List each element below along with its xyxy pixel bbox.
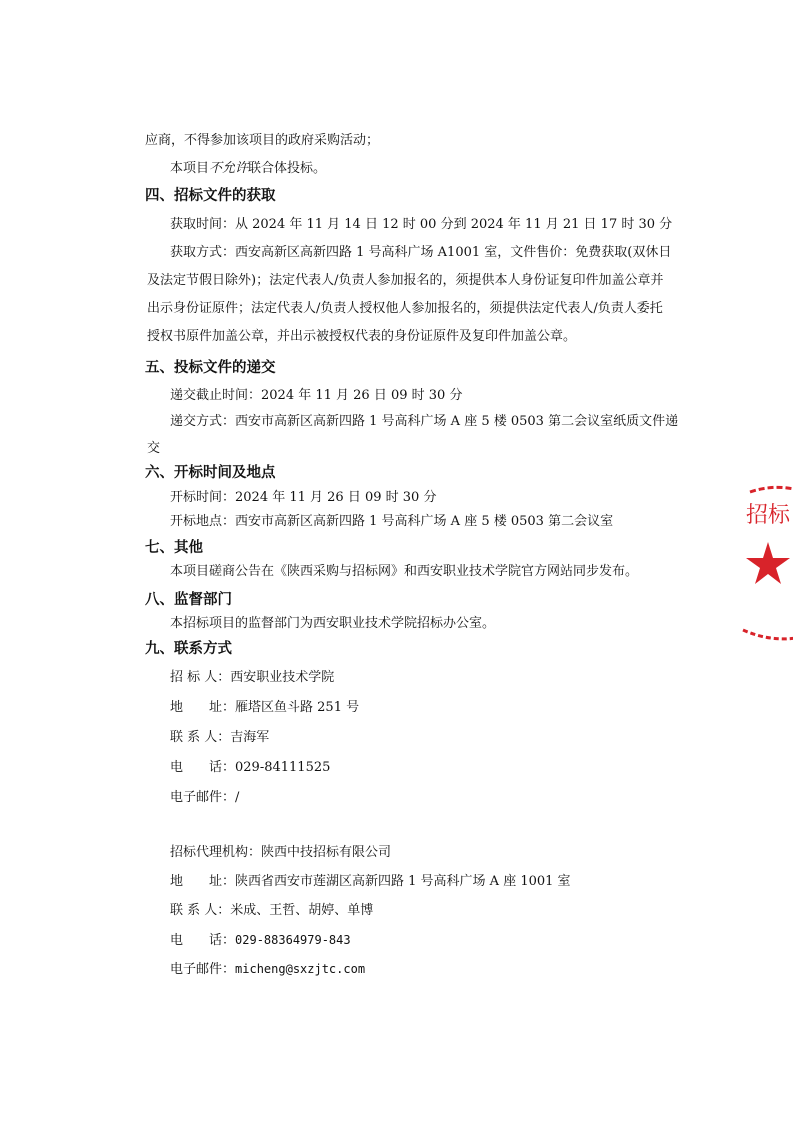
intro-line-2-suffix: 联合体投标。 xyxy=(248,161,327,176)
agency-email-label: 电子邮件： xyxy=(170,962,236,977)
section-4-way-line-3: 出示身份证原件；法定代表人/负责人授权他人参加报名的，须提供法定代表人/负责人委托 xyxy=(147,301,663,316)
seal-lettering: 招标 xyxy=(746,503,791,528)
tenderer-address-label: 地 址： xyxy=(170,700,236,715)
section-6-place: 开标地点：西安市高新区高新四路 1 号高科广场 A 座 5 楼 0503 第二会议室 xyxy=(170,514,614,529)
seal-star-icon xyxy=(746,542,790,584)
agency-address-label: 地 址： xyxy=(170,874,236,889)
section-8-text: 本招标项目的监督部门为西安职业技术学院招标办公室。 xyxy=(170,616,496,631)
tenderer-phone-value: 029-84111525 xyxy=(235,760,331,775)
section-7-text: 本项目磋商公告在《陕西采购与招标网》和西安职业技术学院官方网站同步发布。 xyxy=(170,564,639,579)
intro-line-2 xyxy=(170,161,326,177)
tenderer-phone-row xyxy=(170,760,330,776)
tenderer-name-value: 西安职业技术学院 xyxy=(230,670,335,685)
section-5-way-line-1: 递交方式：西安市高新区高新四路 1 号高科广场 A 座 5 楼 0503 第二会议室纸质文件递 xyxy=(170,414,679,429)
section-5-deadline: 递交截止时间：2024 年 11 月 26 日 09 时 30 分 xyxy=(170,388,463,403)
section-9-heading: 九、联系方式 xyxy=(145,641,232,657)
agency-phone-row xyxy=(170,932,351,949)
section-6-time: 开标时间：2024 年 11 月 26 日 09 时 30 分 xyxy=(170,490,437,505)
agency-address-value: 陕西省西安市莲湖区高新四路 1 号高科广场 A 座 1001 室 xyxy=(235,874,571,889)
section-8-heading: 八、监督部门 xyxy=(145,592,232,608)
agency-phone-label: 电 话： xyxy=(170,933,236,948)
tenderer-email-row xyxy=(170,790,239,806)
tenderer-email-label: 电子邮件： xyxy=(170,790,236,805)
tenderer-address-row xyxy=(170,700,359,716)
section-4-way-line-1: 获取方式：西安高新区高新四路 1 号高科广场 A1001 室，文件售价：免费获取(双休日 xyxy=(170,245,672,260)
agency-contact-label: 联 系 人： xyxy=(170,903,231,918)
tenderer-phone-label: 电 话： xyxy=(170,760,236,775)
agency-address-row xyxy=(170,874,571,890)
section-4-way-line-2: 及法定节假日除外)；法定代表人/负责人参加报名的，须提供本人身份证复印件加盖公章并 xyxy=(147,273,664,288)
section-4-time: 获取时间：从 2024 年 11 月 14 日 12 时 00 分到 2024 年 11 月 21 日 17 时 30 分 xyxy=(170,217,673,232)
agency-email-value: micheng@sxzjtc.com xyxy=(235,962,366,976)
section-5-way-line-2: 交 xyxy=(147,441,161,456)
tenderer-name-row xyxy=(170,670,334,686)
official-seal xyxy=(740,480,793,650)
intro-line-2-emphasis: 不允许 xyxy=(209,161,249,176)
tenderer-contact-label: 联 系 人： xyxy=(170,730,231,745)
section-4-heading: 四、招标文件的获取 xyxy=(145,188,276,204)
section-6-heading: 六、开标时间及地点 xyxy=(145,465,276,481)
tenderer-email-value: / xyxy=(235,790,240,805)
tenderer-contact-value: 吉海军 xyxy=(230,730,270,745)
tenderer-name-label: 招 标 人： xyxy=(170,670,231,685)
section-4-way-line-4: 授权书原件加盖公章，并出示被授权代表的身份证原件及复印件加盖公章。 xyxy=(147,329,577,344)
agency-name-row xyxy=(170,845,391,861)
agency-email-row xyxy=(170,961,365,978)
tenderer-contact-row xyxy=(170,730,269,746)
seal-graphic xyxy=(740,480,793,650)
agency-contact-value: 米成、王哲、胡婷、单博 xyxy=(230,903,374,918)
intro-line-1: 应商，不得参加该项目的政府采购活动； xyxy=(145,133,380,148)
intro-line-2-prefix: 本项目 xyxy=(170,161,210,176)
agency-phone-value: 029-88364979-843 xyxy=(235,933,351,947)
section-7-heading: 七、其他 xyxy=(145,540,203,556)
agency-name-label: 招标代理机构： xyxy=(170,845,262,860)
section-5-heading: 五、投标文件的递交 xyxy=(145,360,276,376)
agency-name-value: 陕西中技招标有限公司 xyxy=(261,845,392,860)
agency-contact-row xyxy=(170,903,373,919)
tenderer-address-value: 雁塔区鱼斗路 251 号 xyxy=(235,700,360,715)
